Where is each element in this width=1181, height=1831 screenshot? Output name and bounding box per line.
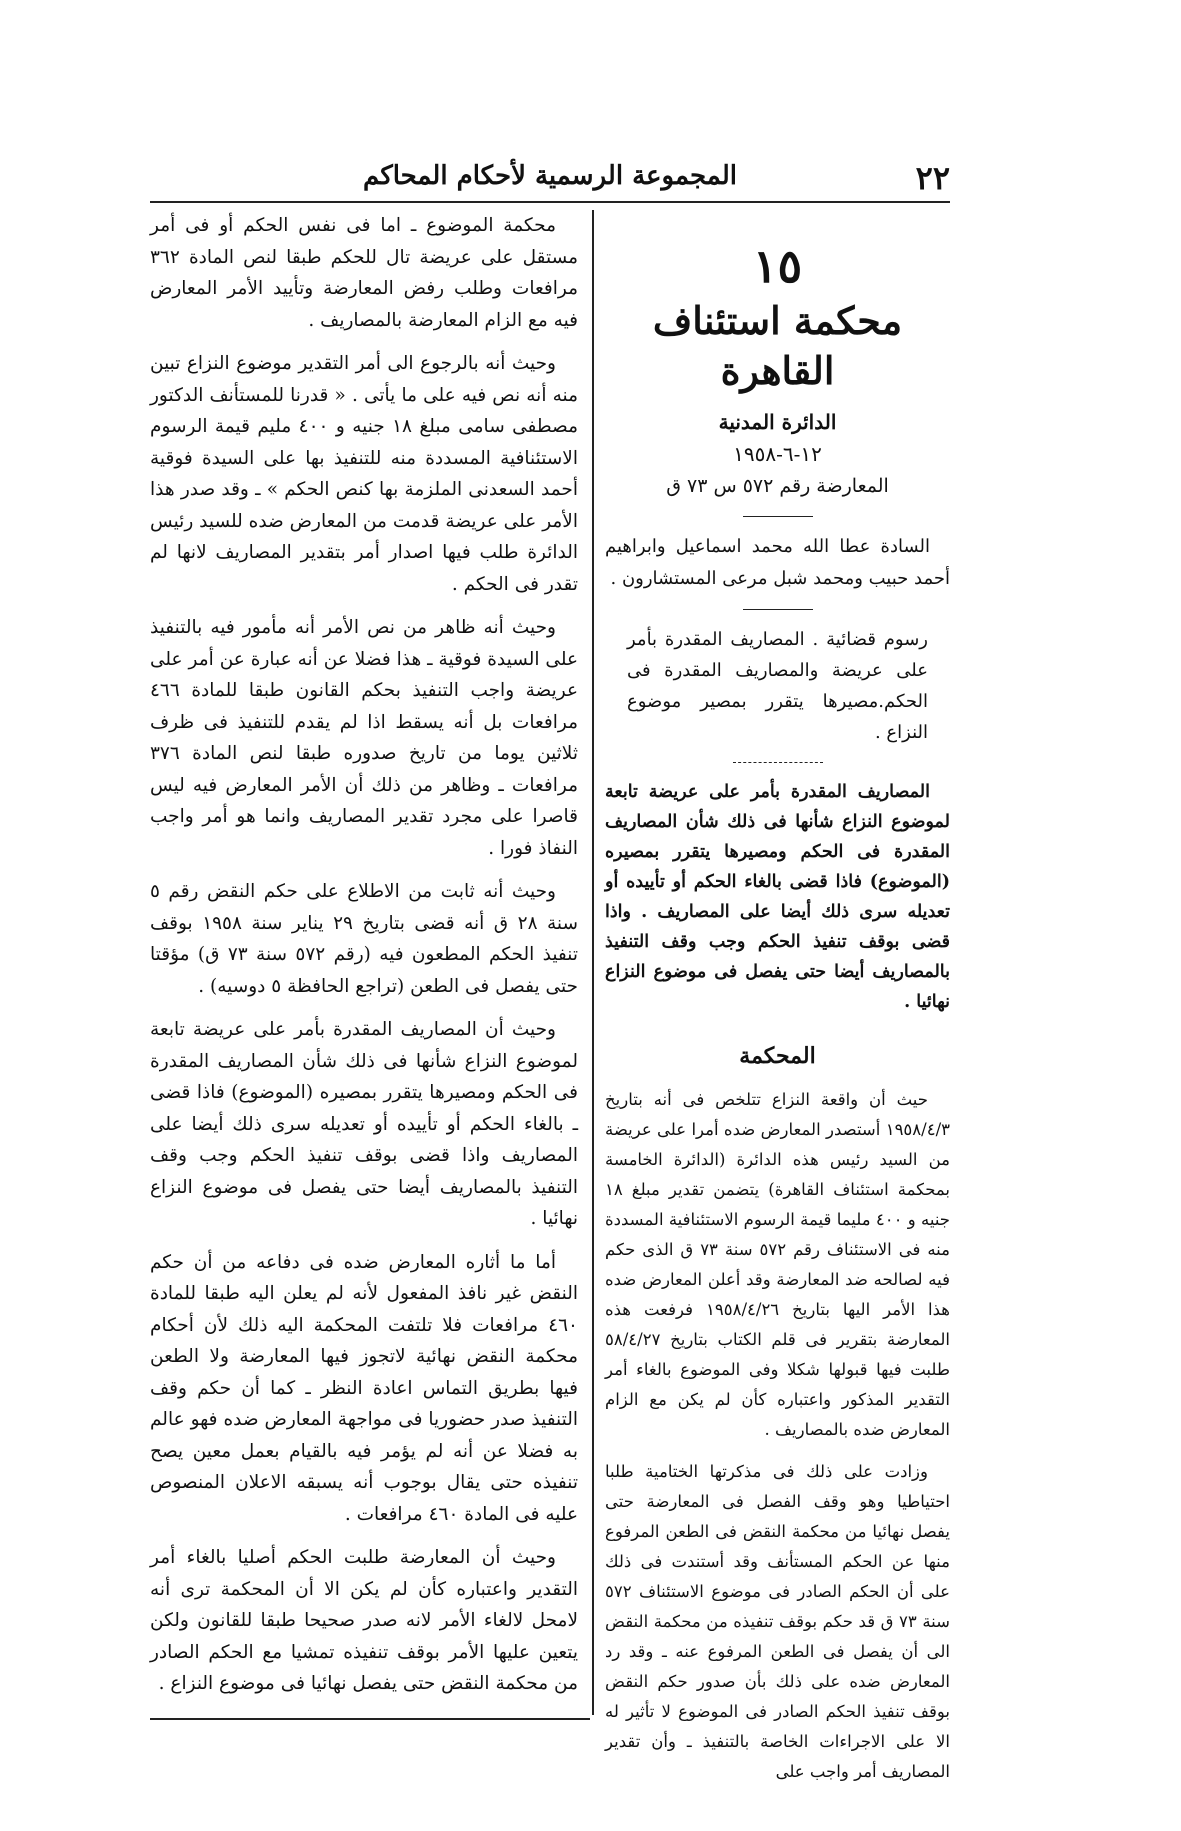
court-name: محكمة استئناف القاهرة <box>652 298 903 393</box>
case-number: ١٥ <box>752 239 803 293</box>
circuit-name: الدائرة المدنية <box>718 410 837 434</box>
right-column <box>605 210 950 1799</box>
paragraph: وحيث أن المعارضة طلبت الحكم أصليا بالغاء أمر التقدير واعتباره كأن لم يكن الا أن المحكمة ترى أنه لامحل لالغاء الأمر لانه صدر صحيحا طبقا للقانون ولكن يتعين عليها الأمر بوقف تنفيذه تمشيا مع الحكم الصادر من محكمة النقض حتى يفصل نهائيا فى موضوع النزاع . <box>150 1547 578 1694</box>
separator-rule <box>733 762 823 763</box>
separator-rule <box>743 609 813 610</box>
judgment-date: ١٢-٦-١٩٥٨ <box>733 442 822 466</box>
paragraph: وحيث أن المصاريف المقدرة بأمر على عريضة تابعة لموضوع النزاع شأنها فى ذلك شأن المصاريف المقدرة فى الحكم ومصيرها يتقرر بمصيره (الموضوع) فاذا قضى ـ بالغاء الحكم أو تأييده أو تعديله سرى ذلك أيضا على المصاريف واذا قضى بوقف تنفيذ الحكم وجب وقف التنفيذ بالمصاريف أيضا حتى يفصل فى موضوع النزاع نهائيا . <box>150 1019 578 1229</box>
section-heading: المحكمة <box>739 1043 816 1069</box>
page-number: ٢٢ <box>915 159 950 197</box>
left-column <box>150 210 578 1712</box>
paragraph: وحيث أنه بالرجوع الى أمر التقدير موضوع النزاع تبين منه أنه نص فيه على ما يأتى . « قدرنا للمستأنف الدكتور مصطفى سامى مبلغ ١٨ جنيه و ٤٠٠ مليم قيمة الرسوم الاستئنافية المسددة منه للتنفيذ بها على السيدة فوقية أحمد السعدنى الملزمة بها كنص الحكم » ـ وقد صدر هذا الأمر على عريضة قدمت من المعارض ضده للسيد رئيس الدائرة طلب فيها اصدار أمر بتقدير المصاريف لانها لم تقدر فى الحكم . <box>150 353 578 595</box>
page-header <box>150 155 950 201</box>
paragraph: وحيث أنه ثابت من الاطلاع على حكم النقض رقم ٥ سنة ٢٨ ق أنه قضى بتاريخ ٢٩ يناير سنة ١٩٥٨ بوقف تنفيذ الحكم المطعون فيه (رقم ٥٧٢ سنة ٧٣ ق) مؤقتا حتى يفصل فى الطعن (تراجع الحافظة ٥ دوسيه) . <box>150 881 578 997</box>
keywords-summary: رسوم قضائية . المصاريف المقدرة بأمر على عريضة والمصاريف المقدرة فى الحكم.مصيرها يتقرر بمصير موضوع النزاع . <box>627 629 928 743</box>
paragraph: وزادت على ذلك فى مذكرتها الختامية طلبا احتياطيا وهو وقف الفصل فى المعارضة حتى يفصل نهائيا من محكمة النقض فى الطعن المرفوع منها عن الحكم المستأنف وقد أستندت فى ذلك على أن الحكم الصادر فى موضوع الاستئناف ٥٧٢ سنة ٧٣ ق قد حكم بوقف تنفيذه من محكمة النقض الى أن يفصل فى الطعن المرفوع عنه ـ وقد رد المعارض ضده على ذلك بأن صدور حكم النقض بوقف تنفيذ الحكم الصادر فى الموضوع لا تأثير له الا على الاجراءات الخاصة بالتنفيذ ـ وأن تقدير المصاريف أمر واجب على <box>605 1462 950 1781</box>
paragraph: محكمة الموضوع ـ اما فى نفس الحكم أو فى أمر مستقل على عريضة تال للحكم طبقا لنص المادة ٣٦٢ مرافعات وطلب رفض المعارضة وتأييد الأمر المعارض فيه مع الزام المعارضة بالمصاريف . <box>150 215 578 331</box>
judges-panel: السادة عطا الله محمد اسماعيل وابراهيم أحمد حبيب ومحمد شبل مرعى المستشارون . <box>605 536 950 589</box>
paragraph: وحيث أنه ظاهر من نص الأمر أنه مأمور فيه بالتنفيذ على السيدة فوقية ـ هذا فضلا عن أنه عبارة عن أمر على عريضة واجب التنفيذ بحكم القانون طبقا للمادة ٤٦٦ مرافعات بل أنه يسقط اذا لم يقدم للتنفيذ فى ظرف ثلاثين يوما من تاريخ صدوره طبقا لنص المادة ٣٧٦ مرافعات ـ وظاهر من ذلك أن الأمر المعارض فيه ليس قاصرا على مجرد تقدير المصاريف وانما هو أمر واجب النفاذ فورا . <box>150 617 578 859</box>
case-reference: المعارضة رقم ٥٧٢ س ٧٣ ق <box>666 475 889 497</box>
header-rule <box>150 201 950 203</box>
column-divider <box>592 210 594 1715</box>
separator-rule <box>743 516 813 517</box>
paragraph: أما ما أثاره المعارض ضده فى دفاعه من أن حكم النقض غير نافذ المفعول لأنه لم يعلن اليه طبقا للمادة ٤٦٠ مرافعات فلا تلتفت المحكمة اليه ذلك لأن أحكام محكمة النقض نهائية لاتجوز فيها المعارضة ولا الطعن فيها بطريق التماس اعادة النظر ـ كما أن حكم وقف التنفيذ صدر حضوريا فى مواجهة المعارض ضده فهو عالم به فضلا عن أنه لم يؤمر فيه بالقيام بعمل معين يصح تنفيذه حتى يقال بوجوب أنه يسبقه الاعلان المنصوص عليه فى المادة ٤٦٠ مرافعات . <box>150 1251 578 1525</box>
paragraph: حيث أن واقعة النزاع تتلخص فى أنه بتاريخ ١٩٥٨/٤/٣ أستصدر المعارض ضده أمرا على عريضة من السيد رئيس هذه الدائرة (الدائرة الخامسة بمحكمة استئناف القاهرة) يتضمن تقدير مبلغ ١٨ جنيه و ٤٠٠ مليما قيمة الرسوم الاستئنافية المسددة منه فى الاستئناف رقم ٥٧٢ سنة ٧٣ ق الذى حكم فيه لصالحه ضد المعارضة وقد أعلن المعارض ضده هذا الأمر اليها بتاريخ ١٩٥٨/٤/٢٦ فرفعت هذه المعارضة بتقرير فى قلم الكتاب بتاريخ ٥٨/٤/٢٧ طلبت فيها قبولها شكلا وفى الموضوع بالغاء أمر التقدير المذكور واعتباره كأن لم يكن مع الزام المعارض ضده بالمصاريف . <box>605 1090 951 1439</box>
running-title: المجموعة الرسمية لأحكام المحاكم <box>363 161 737 191</box>
footer-rule <box>150 1718 590 1720</box>
legal-principle: المصاريف المقدرة بأمر على عريضة تابعة لموضوع النزاع شأنها فى ذلك شأن المصاريف المقدرة فى الحكم ومصيرها يتقرر بمصيره (الموضوع) فاذا قضى بالغاء الحكم أو تأييده أو تعديله سرى ذلك أيضا على المصاريف . واذا قضى بوقف تنفيذ الحكم وجب وقف التنفيذ بالمصاريف أيضا حتى يفصل فى موضوع النزاع نهائيا . <box>605 782 950 1012</box>
judgment-body <box>605 1085 950 1787</box>
